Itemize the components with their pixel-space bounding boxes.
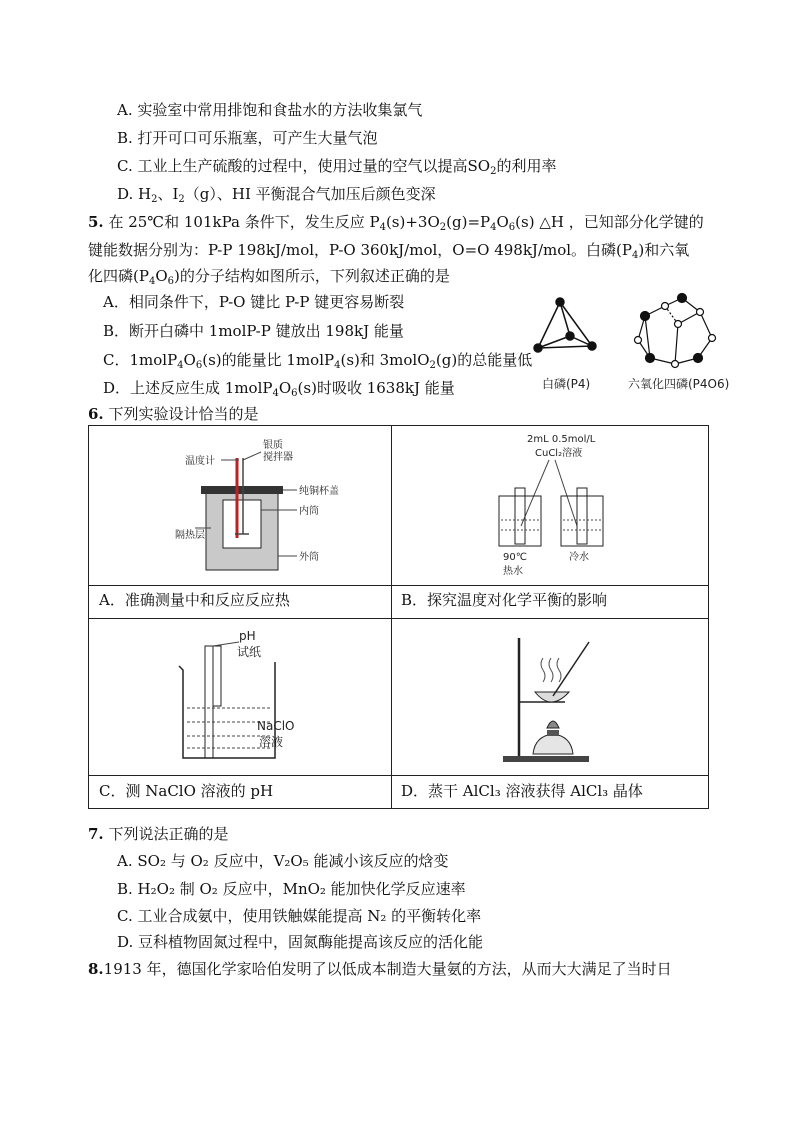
q7-option-b: B. H₂O₂ 制 O₂ 反应中，MnO₂ 能加快化学反应速率	[117, 880, 466, 898]
label-naclo-line1: NaClO	[257, 719, 295, 733]
table-divider-vertical	[391, 426, 392, 808]
label-ph-line2: 试纸	[237, 645, 262, 659]
q4-option-b: B. 打开可口可乐瓶塞，可产生大量气泡	[117, 129, 378, 147]
label-inner: 内筒	[299, 506, 319, 517]
label-p4o6: 六氧化四磷(P4O6)	[628, 377, 730, 391]
label-outer: 外筒	[299, 552, 319, 563]
q6-caption-d: D．蒸干 AlCl₃ 溶液获得 AlCl₃ 晶体	[401, 782, 643, 800]
q6-stem: 6. 下列实验设计恰当的是	[88, 405, 259, 423]
q5-option-b: B．断开白磷中 1molP-P 键放出 198kJ 能量	[103, 322, 404, 340]
q7-option-d: D. 豆科植物固氮过程中，固氮酶能提高该反应的活化能	[117, 933, 484, 951]
table-divider-h2	[89, 618, 708, 619]
table-divider-h3	[89, 775, 708, 776]
molecule-figure	[520, 288, 730, 398]
q8-number: 8.	[88, 960, 104, 978]
evaporation-figure	[489, 632, 599, 768]
ph-test-figure	[169, 626, 369, 771]
label-white-phosphorus: 白磷(P4)	[542, 377, 591, 391]
q8-stem: 8.1913 年，德国化学家哈伯发明了以低成本制造大量氨的方法，从而大大满足了当时日	[88, 960, 672, 978]
label-cucl2-line2: CuCl₂溶液	[535, 448, 583, 459]
label-ph-line1: pH	[239, 629, 256, 643]
q5-option-c: C．$1molP_4O_6(s)$的能量比 1molP$_4$(s)和 3molO$_2$(g)的总能量低	[103, 351, 533, 371]
white-phosphorus-structure	[534, 298, 596, 352]
q5-stem-line2: 键能数据分别为：P-P 198kJ/mol，P-O 360kJ/mol，O=O 498kJ/mol。白磷$(P_4)$和六氧	[88, 241, 690, 261]
label-cucl2-line1: 2mL 0.5mol/L	[527, 434, 596, 445]
q6-options-table	[88, 425, 709, 809]
beakers-figure	[489, 430, 629, 580]
q6-caption-b: B．探究温度对化学平衡的影响	[401, 591, 608, 609]
label-lid: 纯铜杯盖	[299, 486, 339, 497]
q6-number: 6.	[88, 405, 104, 423]
label-hot-line1: 90℃	[503, 552, 527, 563]
q5-stem-line1: 5. 在 25℃和 101kPa 条件下，发生反应 $P_4(s)+3O_2(g)=P_4O_6(s)$ △H ，已知部分化学键的	[88, 213, 704, 233]
q7-number: 7.	[88, 825, 104, 843]
q5-stem-line3: 化四磷$(P_4O_6)$的分子结构如图所示，下列叙述正确的是	[88, 267, 450, 287]
q5-option-d: D．上述反应生成 $1molP_4O_6(s)$时吸收 1638kJ 能量	[103, 379, 455, 399]
calorimeter-figure	[175, 438, 379, 578]
q4-option-a: A. 实验室中常用排饱和食盐水的方法收集氯气	[117, 101, 423, 119]
q4-option-d: D. $H_2$、$I_2(g)$、HI 平衡混合气加压后颜色变深	[117, 185, 436, 205]
label-hot-line2: 热水	[503, 566, 523, 577]
label-stirrer-line2: 搅拌器	[263, 452, 293, 463]
q6-caption-c: C．测 NaClO 溶液的 pH	[99, 782, 274, 800]
q7-stem: 7. 下列说法正确的是	[88, 825, 229, 843]
q7-option-a: A. SO₂ 与 O₂ 反应中，V₂O₅ 能减小该反应的焓变	[117, 852, 449, 870]
label-naclo-line2: 溶液	[259, 735, 284, 749]
p4o6-structure	[635, 294, 716, 368]
label-insulation: 隔热层	[175, 530, 205, 541]
q7-option-c: C. 工业合成氨中，使用铁触媒能提高 N₂ 的平衡转化率	[117, 907, 482, 925]
table-divider-h1	[89, 585, 708, 586]
label-thermometer: 温度计	[185, 456, 215, 467]
q6-caption-a: A．准确测量中和反应反应热	[99, 591, 290, 609]
label-cold: 冷水	[569, 552, 589, 563]
q5-number: 5.	[88, 213, 104, 231]
q5-option-a: A．相同条件下，P-O 键比 P-P 键更容易断裂	[103, 293, 405, 311]
label-stirrer-line1: 银质	[263, 440, 283, 451]
q4-option-c: C. 工业上生产硫酸的过程中，使用过量的空气以提高$SO_2$的利用率	[117, 157, 557, 177]
